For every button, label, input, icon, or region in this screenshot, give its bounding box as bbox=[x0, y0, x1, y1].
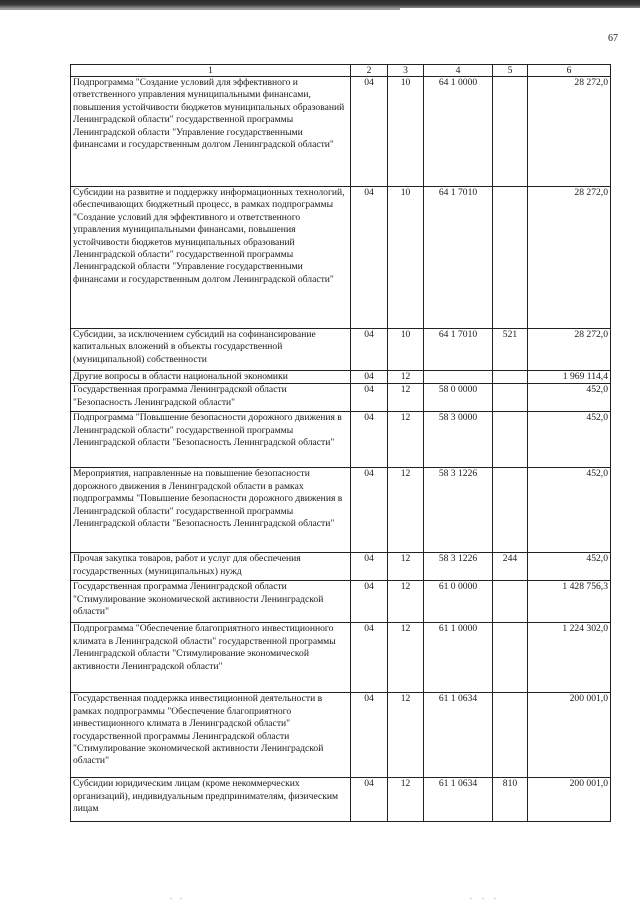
row-amount: 452,0 bbox=[528, 468, 611, 553]
scan-noise-left: . . bbox=[170, 892, 185, 901]
table-row bbox=[71, 412, 611, 468]
row-pr: 10 bbox=[388, 77, 424, 187]
scan-noise-right: . . . bbox=[470, 892, 500, 901]
row-pr: 12 bbox=[388, 553, 424, 581]
row-csr bbox=[424, 371, 493, 384]
table-row bbox=[71, 329, 611, 371]
scan-edge-shadow-tail bbox=[0, 8, 400, 10]
row-name: Субсидии на развитие и поддержку информационных технологий, обеспечивающих бюджетный процесс, в рамках подпрограммы "Создание условий для эффективного и ответственного управления муниципальными финансами, повышения устойчивости бюджетов муниципальных образований Ленинградской области" государственной программы Ленинградской области "Управление государственными финансами и государственным долгом Ленинградской области" bbox=[71, 187, 351, 329]
row-vr bbox=[493, 693, 528, 778]
table-row bbox=[71, 371, 611, 384]
row-amount: 28 272,0 bbox=[528, 77, 611, 187]
row-rz: 04 bbox=[351, 77, 388, 187]
row-name: Субсидии, за исключением субсидий на софинансирование капитальных вложений в объекты государственной (муниципальной) собственности bbox=[71, 329, 351, 371]
row-rz: 04 bbox=[351, 187, 388, 329]
row-vr bbox=[493, 412, 528, 468]
header-col-vr: 5 bbox=[493, 65, 528, 77]
row-amount: 200 001,0 bbox=[528, 693, 611, 778]
row-csr: 61 1 0634 bbox=[424, 693, 493, 778]
row-vr bbox=[493, 581, 528, 623]
row-rz: 04 bbox=[351, 778, 388, 822]
row-rz: 04 bbox=[351, 581, 388, 623]
table-row bbox=[71, 581, 611, 623]
row-rz: 04 bbox=[351, 468, 388, 553]
table-row bbox=[71, 623, 611, 693]
row-vr bbox=[493, 187, 528, 329]
row-name: Мероприятия, направленные на повышение безопасности дорожного движения в Ленинградской области в рамках подпрограммы "Повышение безопасности дорожного движения в Ленинградской области" государственной программы Ленинградской области "Безопасность Ленинградской области" bbox=[71, 468, 351, 553]
row-rz: 04 bbox=[351, 329, 388, 371]
row-pr: 12 bbox=[388, 778, 424, 822]
row-csr: 64 1 7010 bbox=[424, 329, 493, 371]
row-name: Подпрограмма "Повышение безопасности дорожного движения в Ленинградской области" государственной программы Ленинградской области "Безопасность Ленинградской области" bbox=[71, 412, 351, 468]
row-vr bbox=[493, 77, 528, 187]
row-vr bbox=[493, 468, 528, 553]
table-row bbox=[71, 77, 611, 187]
row-csr: 64 1 7010 bbox=[424, 187, 493, 329]
row-name: Субсидии юридическим лицам (кроме некоммерческих организаций), индивидуальным предпринимателям, физическим лицам bbox=[71, 778, 351, 822]
header-col-name: 1 bbox=[71, 65, 351, 77]
row-name: Прочая закупка товаров, работ и услуг для обеспечения государственных (муниципальных) нужд bbox=[71, 553, 351, 581]
row-name: Другие вопросы в области национальной экономики bbox=[71, 371, 351, 384]
table-row bbox=[71, 384, 611, 412]
row-vr: 521 bbox=[493, 329, 528, 371]
row-name: Государственная программа Ленинградской области "Безопасность Ленинградской области" bbox=[71, 384, 351, 412]
table-header-row bbox=[71, 65, 611, 77]
table-row bbox=[71, 553, 611, 581]
header-col-amount: 6 bbox=[528, 65, 611, 77]
row-amount: 200 001,0 bbox=[528, 778, 611, 822]
row-rz: 04 bbox=[351, 553, 388, 581]
row-rz: 04 bbox=[351, 412, 388, 468]
row-rz: 04 bbox=[351, 693, 388, 778]
row-pr: 12 bbox=[388, 412, 424, 468]
page-number: 67 bbox=[608, 33, 618, 44]
table-row bbox=[71, 468, 611, 553]
scan-edge-shadow bbox=[0, 0, 640, 8]
row-csr: 64 1 0000 bbox=[424, 77, 493, 187]
row-amount: 1 428 756,3 bbox=[528, 581, 611, 623]
row-amount: 452,0 bbox=[528, 553, 611, 581]
header-col-pr: 3 bbox=[388, 65, 424, 77]
row-amount: 1 969 114,4 bbox=[528, 371, 611, 384]
row-name: Подпрограмма "Создание условий для эффективного и ответственного управления муниципальными финансами, повышения устойчивости бюджетов муниципальных образований Ленинградской области" государственной программы Ленинградской области "Управление государственными финансами и государственным долгом Ленинградской области" bbox=[71, 77, 351, 187]
table-row bbox=[71, 693, 611, 778]
row-pr: 12 bbox=[388, 693, 424, 778]
row-pr: 10 bbox=[388, 329, 424, 371]
header-col-csr: 4 bbox=[424, 65, 493, 77]
row-csr: 61 1 0634 bbox=[424, 778, 493, 822]
row-pr: 12 bbox=[388, 468, 424, 553]
row-csr: 58 3 1226 bbox=[424, 468, 493, 553]
row-name: Подпрограмма "Обеспечение благоприятного инвестиционного климата в Ленинградской области" государственной программы Ленинградской области "Стимулирование экономической активности Ленинградской области" bbox=[71, 623, 351, 693]
row-name: Государственная программа Ленинградской области "Стимулирование экономической активности Ленинградской области" bbox=[71, 581, 351, 623]
row-pr: 12 bbox=[388, 581, 424, 623]
row-pr: 12 bbox=[388, 371, 424, 384]
row-pr: 10 bbox=[388, 187, 424, 329]
row-csr: 61 1 0000 bbox=[424, 623, 493, 693]
row-name: Государственная поддержка инвестиционной деятельности в рамках подпрограммы "Обеспечение благоприятного инвестиционного климата в Ленинградской области" государственной программы Ленинградской области "Стимулирование экономической активности Ленинградской области" bbox=[71, 693, 351, 778]
row-csr: 61 0 0000 bbox=[424, 581, 493, 623]
row-csr: 58 3 0000 bbox=[424, 412, 493, 468]
row-vr bbox=[493, 371, 528, 384]
budget-table bbox=[70, 64, 611, 822]
row-rz: 04 bbox=[351, 623, 388, 693]
table-row bbox=[71, 778, 611, 822]
row-pr: 12 bbox=[388, 384, 424, 412]
row-amount: 1 224 302,0 bbox=[528, 623, 611, 693]
row-amount: 28 272,0 bbox=[528, 329, 611, 371]
row-amount: 452,0 bbox=[528, 412, 611, 468]
header-col-rz: 2 bbox=[351, 65, 388, 77]
table-row bbox=[71, 187, 611, 329]
row-amount: 28 272,0 bbox=[528, 187, 611, 329]
row-pr: 12 bbox=[388, 623, 424, 693]
row-rz: 04 bbox=[351, 371, 388, 384]
row-csr: 58 3 1226 bbox=[424, 553, 493, 581]
row-csr: 58 0 0000 bbox=[424, 384, 493, 412]
row-vr bbox=[493, 384, 528, 412]
row-vr: 810 bbox=[493, 778, 528, 822]
row-vr bbox=[493, 623, 528, 693]
row-rz: 04 bbox=[351, 384, 388, 412]
row-amount: 452,0 bbox=[528, 384, 611, 412]
row-vr: 244 bbox=[493, 553, 528, 581]
